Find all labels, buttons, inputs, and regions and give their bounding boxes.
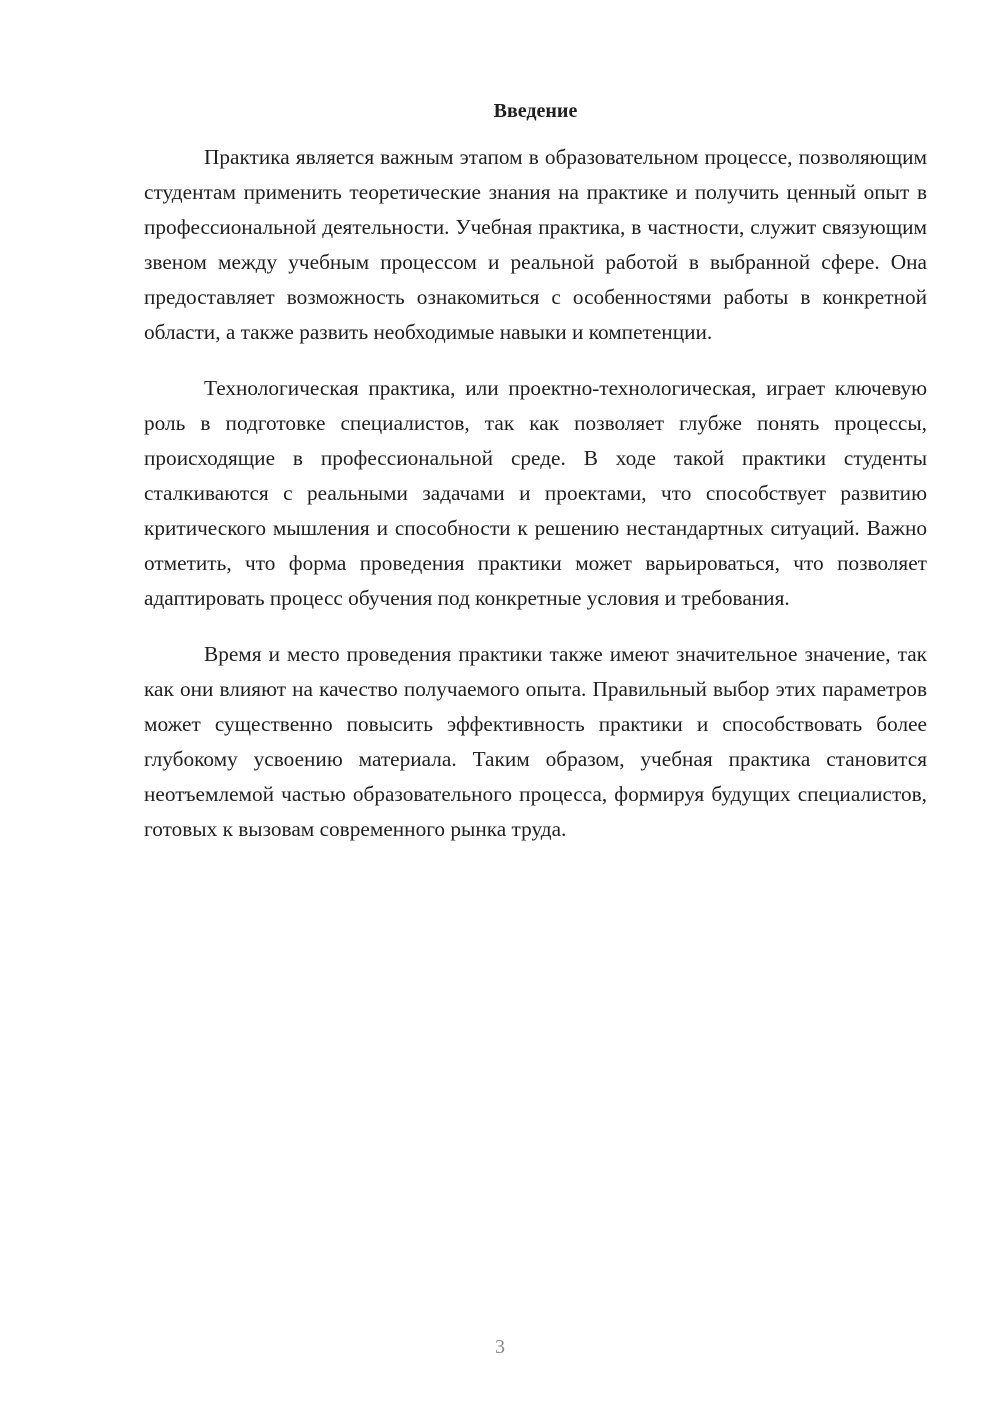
- section-heading: Введение: [493, 100, 578, 122]
- page-number: 3: [495, 1336, 505, 1358]
- paragraph-2: Технологическая практика, или проектно-технологическая, играет ключевую роль в подготовке специалистов, так как позволяет глубже понять процессы, происходящие в профессиональной среде. В ходе такой практики студенты сталкиваются с реальными задачами и проектами, что способствует развитию критического мышления и способности к решению нестандартных ситуаций. Важно отметить, что форма проведения практики может варьироваться, что позволяет адаптировать процесс обучения под конкретные условия и требования.: [144, 376, 927, 610]
- page-content: [144, 96, 927, 847]
- paragraph-1: Практика является важным этапом в образовательном процессе, позволяющим студентам применить теоретические знания на практике и получить ценный опыт в профессиональной деятельности. Учебная практика, в частности, служит связующим звеном между учебным процессом и реальной работой в выбранной сфере. Она предоставляет возможность ознакомиться с особенностями работы в конкретной области, а также развить необходимые навыки и компетенции.: [144, 145, 927, 344]
- paragraph-3: Время и место проведения практики также имеют значительное значение, так как они влияют на качество получаемого опыта. Правильный выбор этих параметров может существенно повысить эффективность практики и способствовать более глубокому усвоению материала. Таким образом, учебная практика становится неотъемлемой частью образовательного процесса, формируя будущих специалистов, готовых к вызовам современного рынка труда.: [144, 642, 927, 841]
